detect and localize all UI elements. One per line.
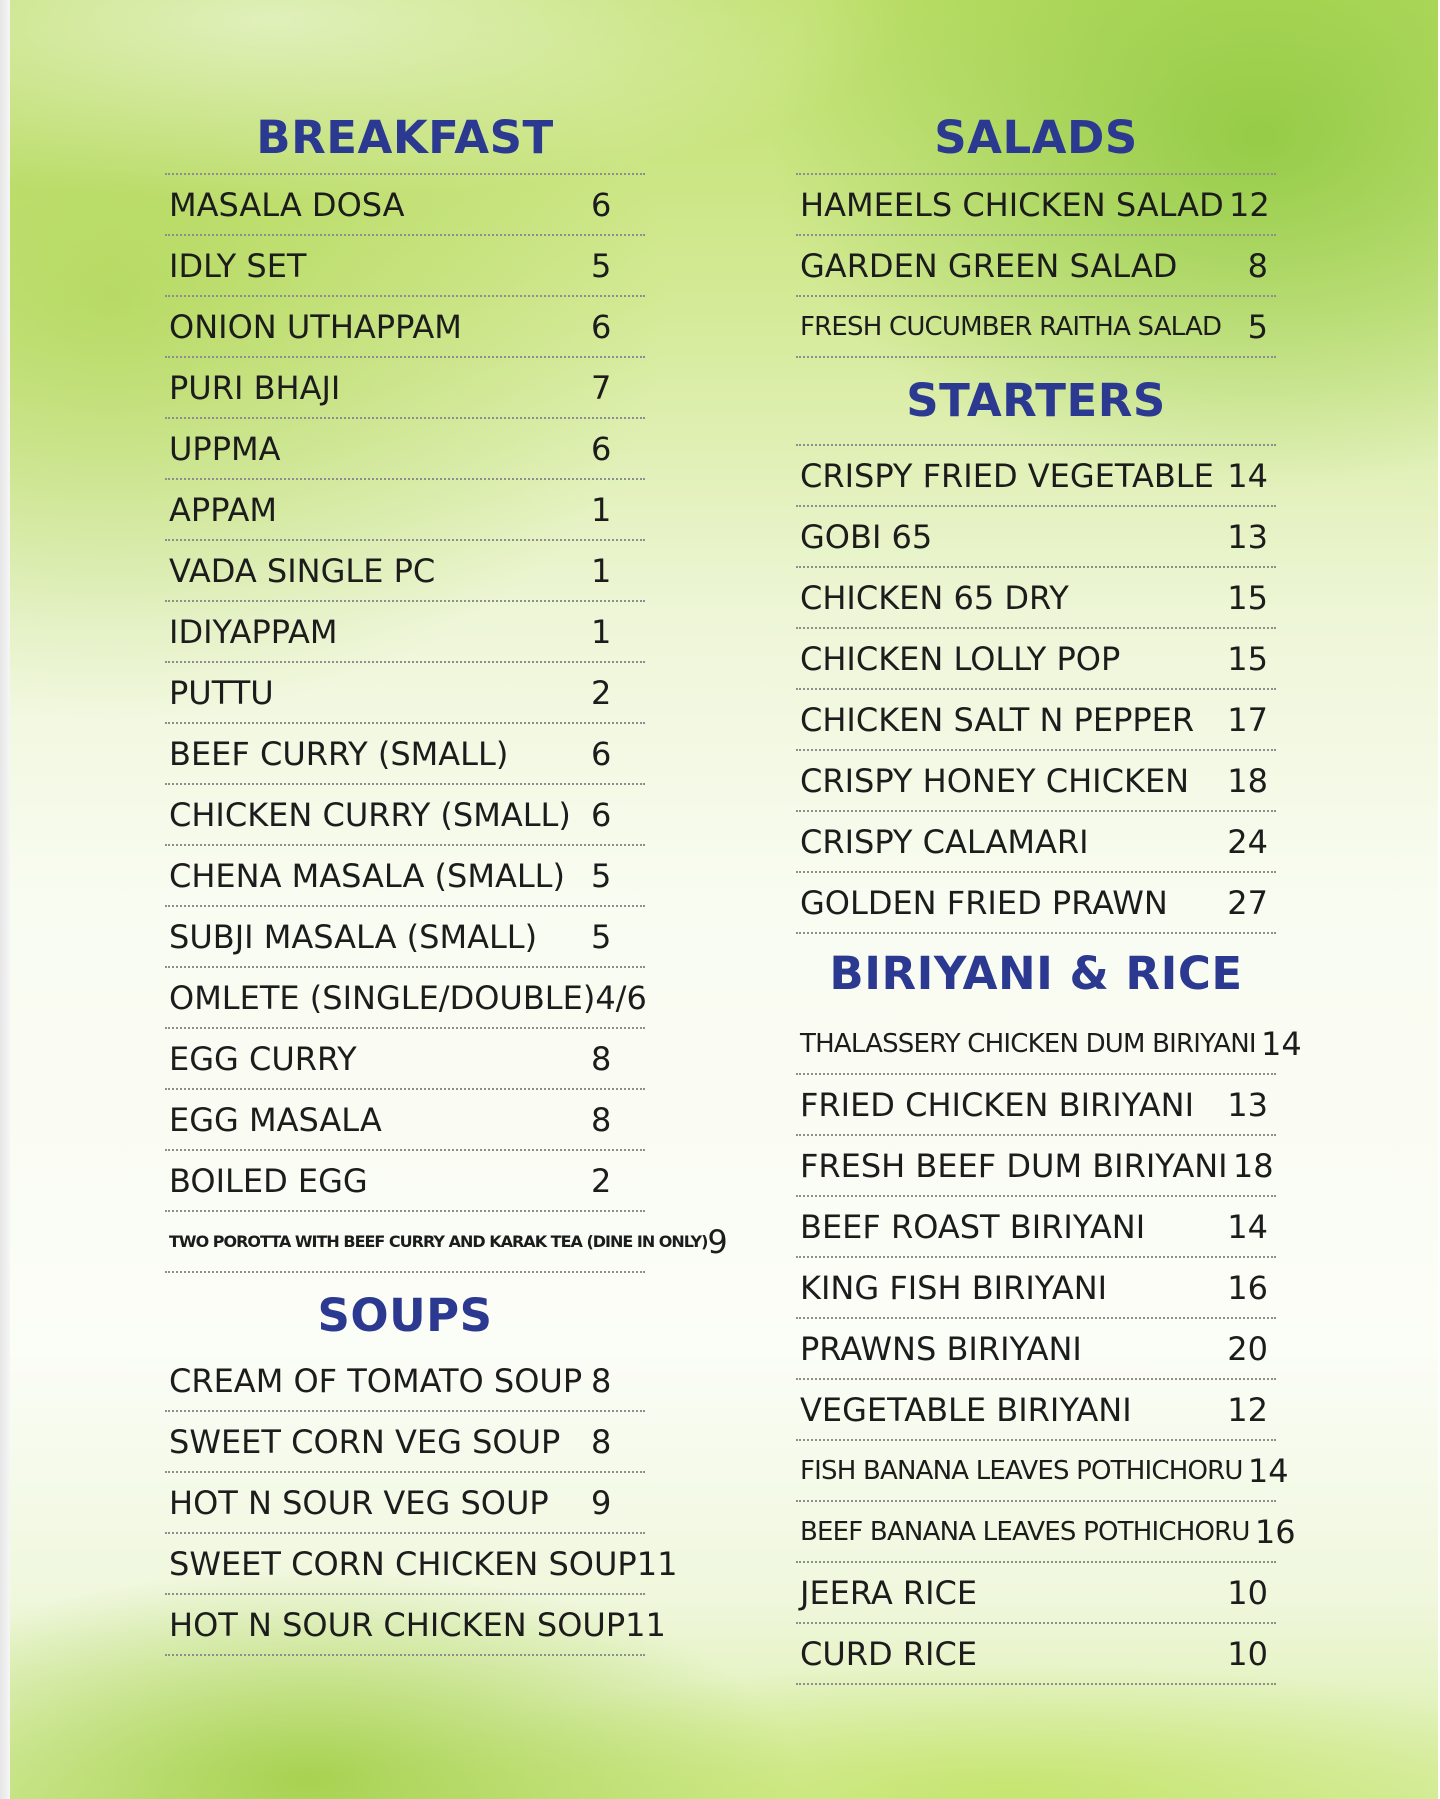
item-price: 1 (591, 551, 612, 590)
menu-item (165, 1473, 645, 1534)
menu-item (165, 907, 645, 968)
item-price: 6 (591, 429, 612, 468)
item-name: GARDEN GREEN SALAD (800, 246, 1178, 285)
menu-item (165, 785, 645, 846)
item-name: FRESH BEEF DUM BIRIYANI (800, 1146, 1228, 1185)
item-price: 4/6 (595, 978, 647, 1017)
item-name: CURD RICE (800, 1634, 978, 1673)
item-name: KING FISH BIRIYANI (800, 1268, 1108, 1307)
soups-list (165, 1351, 678, 1656)
item-name: CHICKEN CURRY (SMALL) (169, 795, 571, 834)
menu-item (165, 480, 645, 541)
menu-item (165, 663, 645, 724)
menu-item (796, 1319, 1276, 1380)
section-title-biriyani: BIRIYANI & RICE (829, 947, 1243, 1000)
item-name: IDLY SET (169, 246, 307, 285)
menu-item (165, 1412, 645, 1473)
item-price: 14 (1261, 1024, 1302, 1063)
item-price: 11 (636, 1544, 678, 1583)
menu-item (165, 846, 645, 907)
item-price: 8 (591, 1422, 612, 1461)
item-name: CHENA MASALA (SMALL) (169, 856, 565, 895)
item-price: 8 (1247, 246, 1268, 285)
item-name: VEGETABLE BIRIYANI (800, 1390, 1132, 1429)
menu-item (165, 1151, 645, 1212)
item-name: GOLDEN FRIED PRAWN (800, 883, 1168, 922)
section-title-breakfast: BREAKFAST (256, 111, 554, 164)
item-name: SWEET CORN CHICKEN SOUP (169, 1544, 637, 1583)
menu-item (165, 358, 645, 419)
item-price: 16 (1227, 1268, 1268, 1307)
item-price: 8 (591, 1100, 612, 1139)
item-price: 16 (1254, 1512, 1296, 1551)
item-name: BEEF CURRY (SMALL) (169, 734, 509, 773)
item-price: 12 (1228, 185, 1270, 224)
item-name: OMLETE (SINGLE/DOUBLE) (169, 978, 596, 1017)
item-name: JEERA RICE (800, 1573, 978, 1612)
item-price: 11 (625, 1605, 666, 1644)
menu-item (165, 1534, 678, 1595)
item-name: FRIED CHICKEN BIRIYANI (800, 1085, 1194, 1124)
item-price: 14 (1227, 1207, 1268, 1246)
item-name: HOT N SOUR VEG SOUP (169, 1483, 549, 1522)
item-name: BEEF BANANA LEAVES POTHICHORU (800, 1516, 1250, 1547)
item-price: 17 (1227, 700, 1268, 739)
left-column (165, 103, 728, 1656)
item-name: APPAM (169, 490, 277, 529)
item-name: THALASSERY CHICKEN DUM BIRIYANI (800, 1028, 1256, 1059)
item-price: 9 (591, 1483, 612, 1522)
item-price: 12 (1227, 1390, 1268, 1429)
menu-item (165, 602, 645, 663)
item-name: HOT N SOUR CHICKEN SOUP (169, 1605, 626, 1644)
item-price: 2 (591, 673, 612, 712)
item-price: 6 (591, 795, 612, 834)
menu-item (796, 629, 1276, 690)
item-price: 10 (1227, 1634, 1268, 1673)
menu-item (165, 1212, 728, 1273)
item-name: CHICKEN LOLLY POP (800, 639, 1121, 678)
menu-item (796, 873, 1276, 934)
item-price: 15 (1227, 639, 1268, 678)
menu-item (165, 1595, 666, 1656)
menu-item (796, 751, 1276, 812)
item-name: FRESH CUCUMBER RAITHA SALAD (800, 311, 1222, 342)
item-price: 6 (591, 734, 612, 773)
item-price: 5 (591, 917, 612, 956)
item-name: BEEF ROAST BIRIYANI (800, 1207, 1146, 1246)
item-price: 24 (1227, 822, 1268, 861)
starters-list (796, 444, 1276, 934)
item-name: CRISPY HONEY CHICKEN (800, 761, 1190, 800)
item-name: VADA SINGLE PC (169, 551, 436, 590)
menu-item (165, 541, 645, 602)
item-name: MASALA DOSA (169, 185, 405, 224)
menu-item (165, 236, 645, 297)
item-price: 18 (1232, 1146, 1274, 1185)
menu-item (796, 236, 1276, 297)
menu-item (165, 1029, 645, 1090)
item-price: 15 (1227, 578, 1268, 617)
menu-item (165, 1351, 645, 1412)
item-price: 5 (591, 246, 612, 285)
item-name: SWEET CORN VEG SOUP (169, 1422, 561, 1461)
item-name: GOBI 65 (800, 517, 933, 556)
menu-item (796, 1136, 1276, 1197)
item-name: ONION UTHAPPAM (169, 307, 462, 346)
item-name: UPPMA (169, 429, 281, 468)
menu-item (796, 444, 1276, 507)
item-price: 20 (1227, 1329, 1268, 1368)
item-price: 14 (1247, 1451, 1289, 1490)
item-name: CREAM OF TOMATO SOUP (169, 1361, 583, 1400)
menu-item (165, 968, 645, 1029)
biriyani-list (796, 1014, 1302, 1685)
item-price: 1 (591, 490, 612, 529)
salads-list (796, 173, 1276, 358)
item-name: SUBJI MASALA (SMALL) (169, 917, 538, 956)
menu-item (165, 724, 645, 785)
menu-page (10, 0, 1438, 1799)
item-price: 6 (591, 307, 612, 346)
item-price: 8 (591, 1361, 612, 1400)
item-price: 5 (591, 856, 612, 895)
section-title-soups: SOUPS (317, 1289, 493, 1342)
item-name: FISH BANANA LEAVES POTHICHORU (800, 1455, 1243, 1486)
item-name: CHICKEN 65 DRY (800, 578, 1069, 617)
menu-item (796, 1014, 1302, 1075)
item-name: IDIYAPPAM (169, 612, 338, 651)
menu-item (796, 1563, 1276, 1624)
item-price: 9 (707, 1222, 728, 1261)
item-name: EGG MASALA (169, 1100, 382, 1139)
menu-item (165, 297, 645, 358)
item-name: PUTTU (169, 673, 274, 712)
item-price: 14 (1227, 456, 1268, 495)
item-price: 7 (591, 368, 612, 407)
item-name: PRAWNS BIRIYANI (800, 1329, 1082, 1368)
menu-item (796, 1380, 1276, 1441)
menu-item (165, 173, 645, 236)
menu-item (796, 1075, 1276, 1136)
item-price: 5 (1247, 307, 1268, 346)
item-price: 8 (591, 1039, 612, 1078)
menu-item (796, 690, 1276, 751)
item-price: 6 (591, 185, 612, 224)
item-price: 13 (1227, 517, 1268, 556)
item-price: 27 (1227, 883, 1268, 922)
item-price: 10 (1227, 1573, 1268, 1612)
menu-item (796, 1441, 1289, 1502)
menu-item (796, 568, 1276, 629)
item-name: BOILED EGG (169, 1161, 368, 1200)
item-name: TWO POROTTA WITH BEEF CURRY AND KARAK TEA (DINE IN ONLY) (169, 1232, 708, 1251)
menu-item (796, 507, 1276, 568)
menu-item (796, 173, 1276, 236)
item-name: CHICKEN SALT N PEPPER (800, 700, 1195, 739)
item-name: CRISPY CALAMARI (800, 822, 1089, 861)
item-name: HAMEELS CHICKEN SALAD (800, 185, 1224, 224)
breakfast-list (165, 173, 728, 1273)
menu-item (796, 1197, 1276, 1258)
item-price: 18 (1227, 761, 1268, 800)
menu-item (796, 1258, 1276, 1319)
item-price: 1 (591, 612, 612, 651)
menu-item (796, 297, 1276, 358)
menu-item (796, 1502, 1296, 1563)
item-price: 2 (591, 1161, 612, 1200)
item-name: PURI BHAJI (169, 368, 341, 407)
menu-item (796, 1624, 1276, 1685)
item-price: 13 (1227, 1085, 1268, 1124)
section-title-starters: STARTERS (906, 374, 1166, 427)
menu-item (165, 1090, 645, 1151)
right-column (796, 103, 1302, 1685)
menu-item (796, 812, 1276, 873)
page-edge (0, 0, 10, 1799)
section-title-salads: SALADS (934, 111, 1138, 164)
item-name: CRISPY FRIED VEGETABLE (800, 456, 1214, 495)
menu-item (165, 419, 645, 480)
item-name: EGG CURRY (169, 1039, 357, 1078)
